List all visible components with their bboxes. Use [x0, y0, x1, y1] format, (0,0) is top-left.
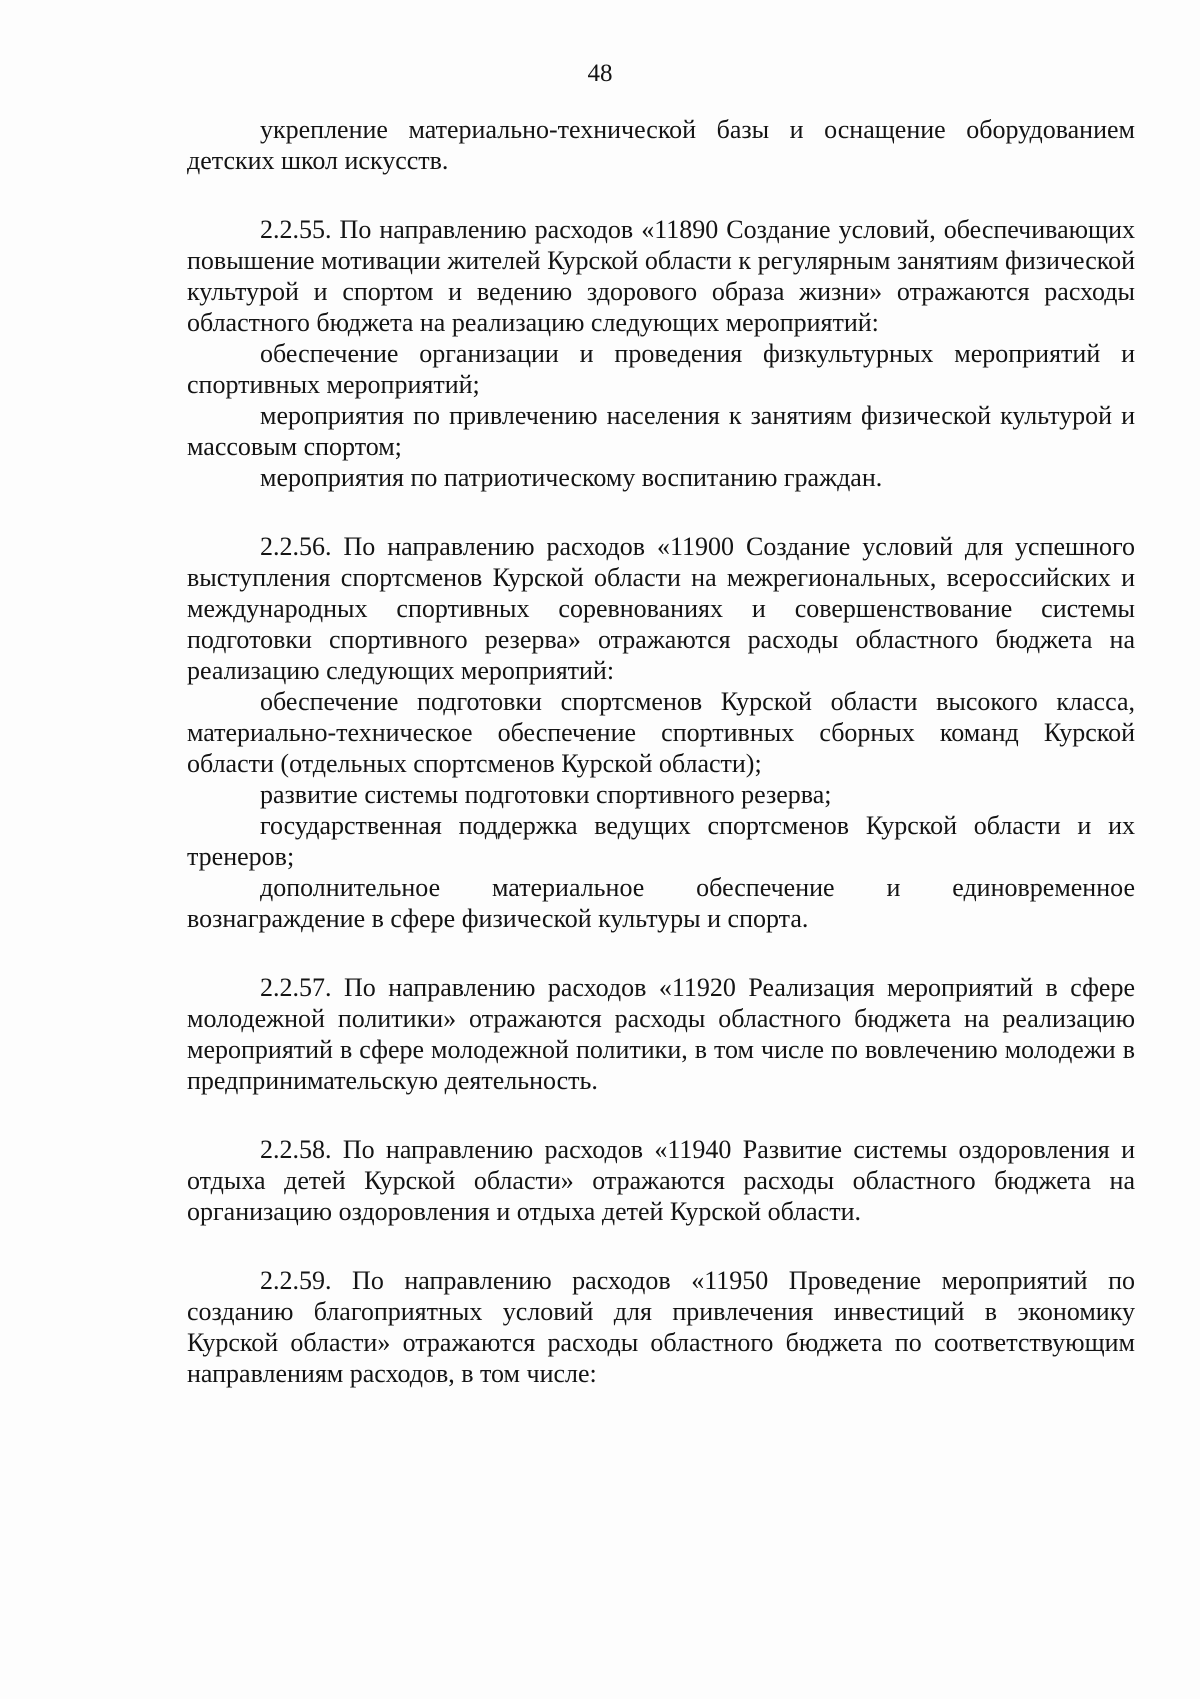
list-item: обеспечение организации и проведения физкультурных мероприятий и спортивных мероприятий;: [187, 339, 1135, 399]
section-2-2-55: 2.2.55. По направлению расходов «11890 Создание условий, обеспечивающих повышение мотивации жителей Курской области к регулярным занятиям физической культурой и спортом и ведению здорового образа жизни» отражаются расходы областного бюджета на реализацию следующих мероприятий:: [187, 215, 1135, 337]
paragraph-continuation: укрепление материально-технической базы и оснащение оборудованием детских школ искусств.: [187, 115, 1135, 175]
list-item: мероприятия по привлечению населения к занятиям физической культурой и массовым спортом;: [187, 401, 1135, 461]
document-body: [187, 114, 1135, 1389]
section-2-2-58: 2.2.58. По направлению расходов «11940 Развитие системы оздоровления и отдыха детей Курской области» отражаются расходы областного бюджета на организацию оздоровления и отдыха детей Курской области.: [187, 1135, 1135, 1226]
list-item: государственная поддержка ведущих спортсменов Курской области и их тренеров;: [187, 811, 1135, 871]
section-2-2-57: 2.2.57. По направлению расходов «11920 Реализация мероприятий в сфере молодежной политики» отражаются расходы областного бюджета на реализацию мероприятий в сфере молодежной политики, в том числе по вовлечению молодежи в предпринимательскую деятельность.: [187, 973, 1135, 1095]
page-number: 48: [587, 60, 613, 87]
section-2-2-56: 2.2.56. По направлению расходов «11900 Создание условий для успешного выступления спортсменов Курской области на межрегиональных, всероссийских и международных спортивных соревнованиях и совершенствование системы подготовки спортивного резерва» отражаются расходы областного бюджета на реализацию следующих мероприятий:: [187, 532, 1135, 685]
list-item: развитие системы подготовки спортивного резерва;: [260, 780, 832, 809]
list-item: обеспечение подготовки спортсменов Курской области высокого класса, материально-техническое обеспечение спортивных сборных команд Курской области (отдельных спортсменов Курской области);: [187, 687, 1135, 778]
list-item: дополнительное материальное обеспечение и единовременное вознаграждение в сфере физической культуры и спорта.: [187, 873, 1135, 933]
list-item: мероприятия по патриотическому воспитанию граждан.: [260, 463, 883, 492]
section-2-2-59: 2.2.59. По направлению расходов «11950 Проведение мероприятий по созданию благоприятных условий для привлечения инвестиций в экономику Курской области» отражаются расходы областного бюджета по соответствующим направлениям расходов, в том числе:: [187, 1266, 1135, 1388]
